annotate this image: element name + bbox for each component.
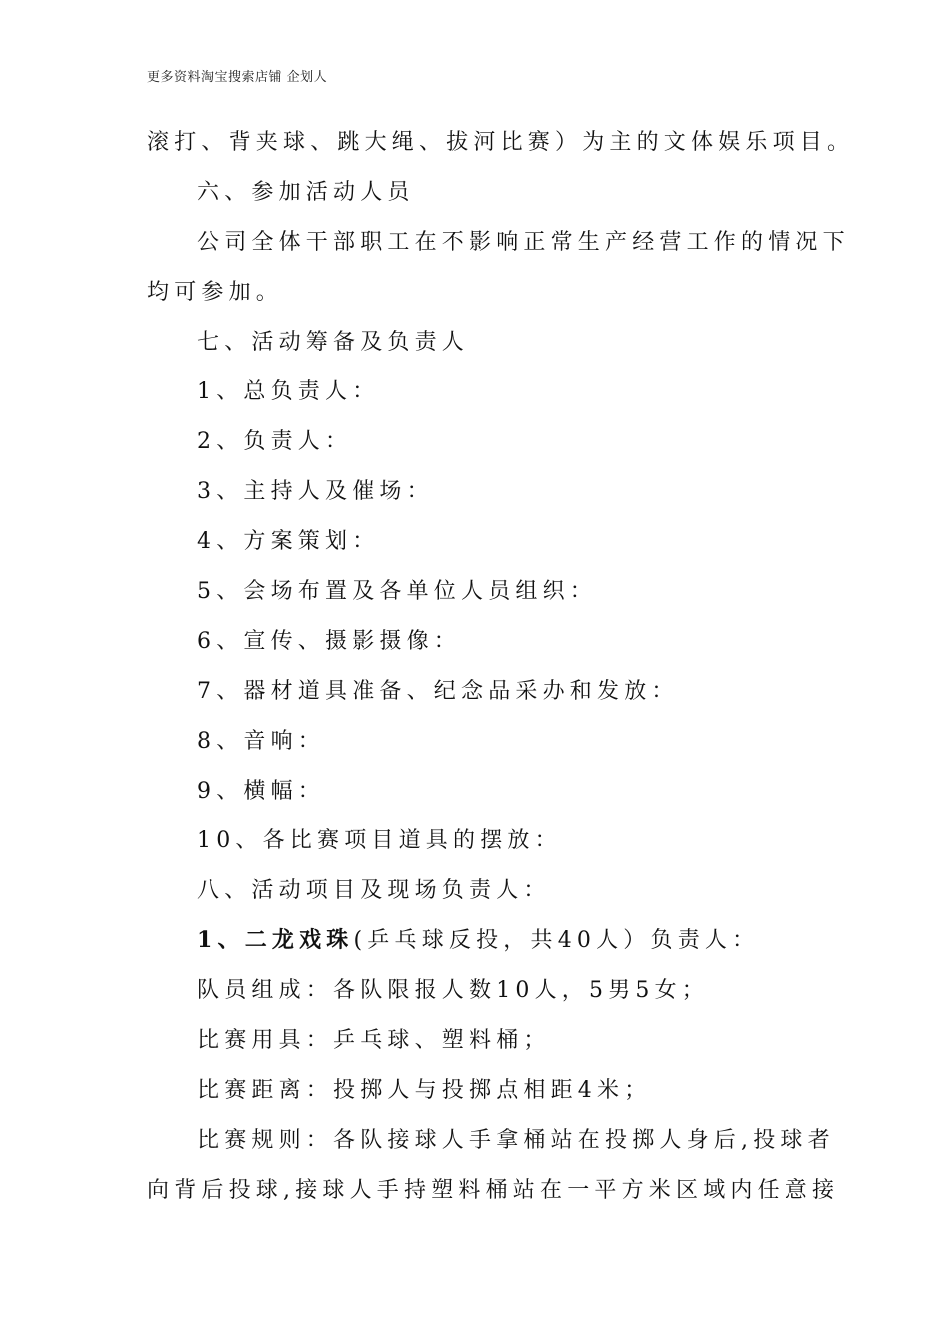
section-heading-six: 六、参加活动人员 <box>197 179 415 205</box>
event-item-title: 1、二龙戏珠 <box>197 927 354 954</box>
paragraph-line: 滚打、背夹球、跳大绳、拔河比赛）为主的文体娱乐项目。 <box>147 130 855 155</box>
event-item-heading <box>147 916 812 966</box>
paragraph-line: 比赛规则：各队接球人手拿桶站在投掷人身后,投球者 <box>197 1127 835 1153</box>
list-item: 10、各比赛项目道具的摆放： <box>197 828 562 854</box>
paragraph-line: 公司全体干部职工在不影响正常生产经营工作的情况下 <box>197 229 850 255</box>
section-heading-seven: 七、活动筹备及负责人 <box>197 329 470 355</box>
list-item: 5、会场布置及各单位人员组织： <box>197 579 597 605</box>
paragraph-line: 向背后投球,接球人手持塑料桶站在一平方米区域内任意接 <box>147 1177 840 1203</box>
document-body <box>147 118 855 1216</box>
paragraph-line: 比赛用具：乒乓球、塑料桶； <box>197 1028 551 1054</box>
list-item: 9、横幅： <box>197 778 325 804</box>
paragraph-line: 比赛距离：投掷人与投掷点相距4米； <box>197 1077 652 1103</box>
event-item-details: (乒乓球反投，共40人）负责人： <box>353 928 760 954</box>
paragraph-line: 队员组成：各队限报人数10人，5男5女； <box>197 978 709 1004</box>
page-header: 更多资料淘宝搜索店铺 企划人 <box>147 70 328 85</box>
list-item: 1、总负责人： <box>197 379 380 405</box>
list-item: 3、主持人及催场： <box>197 479 434 505</box>
list-item: 4、方案策划： <box>197 529 380 555</box>
list-item: 8、音响： <box>197 728 325 754</box>
list-item: 6、宣传、摄影摄像： <box>197 628 461 654</box>
paragraph-line: 均可参加。 <box>147 279 284 305</box>
list-item: 2、负责人： <box>197 429 353 455</box>
list-item: 7、器材道具准备、纪念品采办和发放： <box>197 678 679 704</box>
section-heading-eight: 八、活动项目及现场负责人： <box>197 878 551 904</box>
